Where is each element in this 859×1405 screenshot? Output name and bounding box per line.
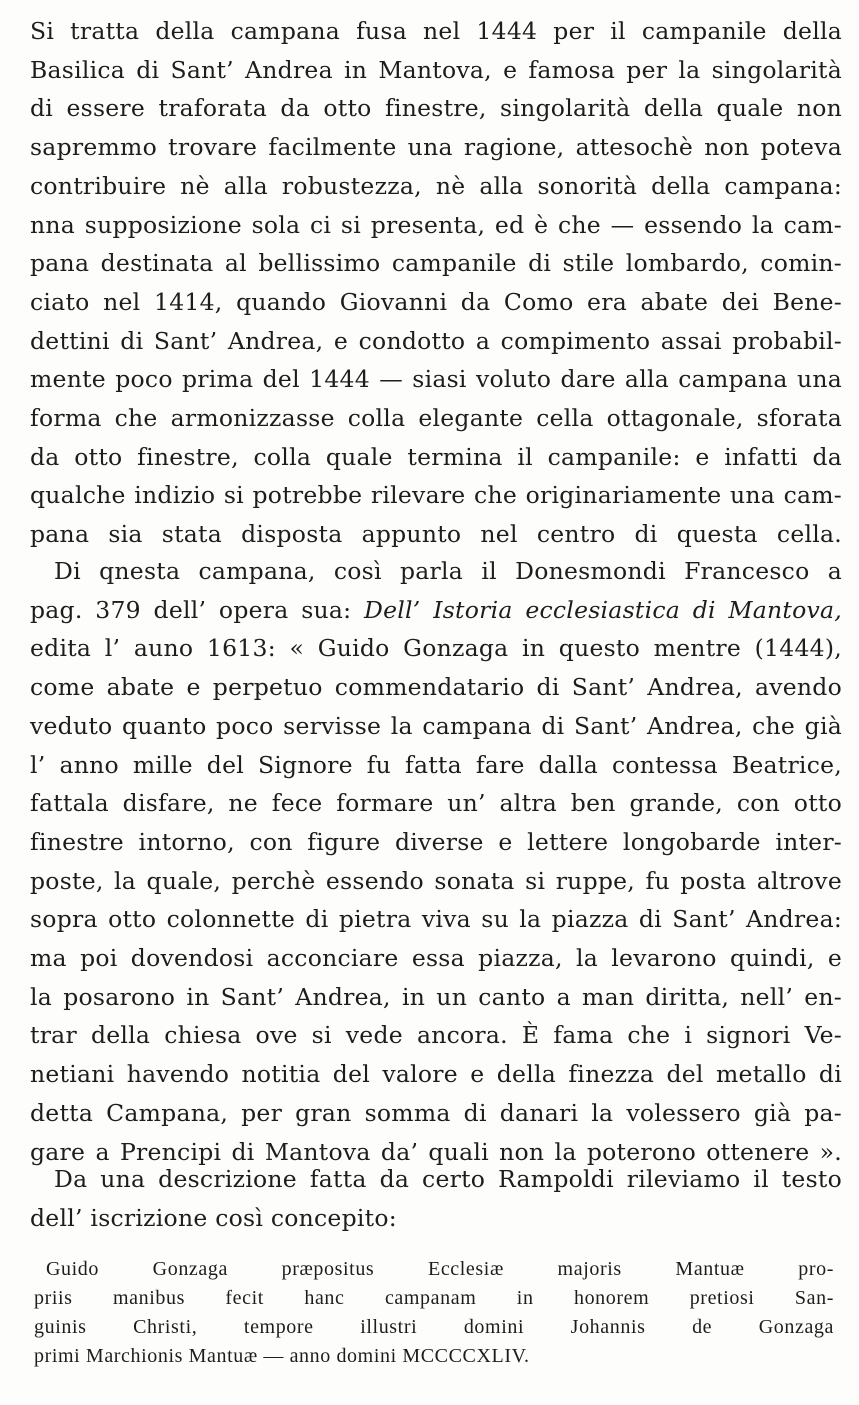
text-line: veduto quanto poco servisse la campana di Sant’ Andrea, che già — [30, 711, 842, 740]
text-line: dettini di Sant’ Andrea, e condotto a compimento assai probabil- — [30, 326, 842, 355]
inscription — [34, 1255, 834, 1371]
text-line: Di qnesta campana, così parla il Donesmondi Francesco a — [54, 557, 842, 585]
text-line: pana sia stata disposta appunto nel centro di questa cella. — [30, 520, 842, 549]
text-line: poste, la quale, perchè essendo sonata si ruppe, fu posta altrove — [30, 866, 842, 895]
text-line: mente poco prima del 1444 — siasi voluto dare alla campana una — [30, 365, 842, 394]
text-line: gare a Prencipi di Mantova da’ quali non la poterono ottenere ». — [30, 1137, 842, 1166]
inscription-line: guinis Christi, tempore illustri domini Johannis de Gonzaga — [34, 1316, 834, 1338]
inscription-line: priis manibus fecit hanc campanam in honorem pretiosi San- — [34, 1287, 834, 1309]
book-title: Dell’ Istoria ecclesiastica di Mantova, — [364, 595, 842, 624]
inscription-line: primi Marchionis Mantuæ — anno domini MCCCCXLIV. — [34, 1345, 530, 1367]
text-line: pana destinata al bellissimo campanile di stile lombardo, comin- — [30, 249, 842, 278]
text-line: contribuire nè alla robustezza, nè alla sonorità della campana: — [30, 171, 842, 200]
text-line: sapremmo trovare facilmente una ragione, attesochè non poteva — [30, 133, 842, 162]
text-line: nna supposizione sola ci si presenta, ed è che — essendo la cam- — [30, 210, 842, 239]
text-segment: pag. 379 dell’ opera sua: — [30, 595, 352, 624]
text-line: Si tratta della campana fusa nel 1444 per il campanile della — [30, 17, 842, 45]
text-line: sopra otto colonnette di pietra viva su la piazza di Sant’ Andrea: — [30, 905, 842, 934]
text-line: finestre intorno, con figure diverse e lettere longobarde inter- — [30, 827, 842, 856]
text-line: Da una descrizione fatta da certo Rampoldi rileviamo il testo — [54, 1165, 842, 1193]
text-line: trar della chiesa ove si vede ancora. È fama che i signori Ve- — [30, 1021, 842, 1050]
paragraph-2 — [30, 552, 842, 1171]
text-line: netiani havendo notitia del valore e della finezza del metallo di — [30, 1060, 842, 1089]
paragraph-1 — [30, 12, 842, 554]
paragraph-3 — [30, 1160, 842, 1237]
text-line: la posarono in Sant’ Andrea, in un canto a man diritta, nell’ en- — [30, 982, 842, 1011]
text-line: dell’ iscrizione così concepito: — [30, 1203, 397, 1232]
text-line: forma che armonizzasse colla elegante cella ottagonale, sforata — [30, 404, 842, 433]
text-line: ciato nel 1414, quando Giovanni da Como era abate dei Bene- — [30, 287, 842, 316]
text-line: Basilica di Sant’ Andrea in Mantova, e famosa per la singolarità — [30, 55, 842, 84]
text-line: detta Campana, per gran somma di danari la volessero già pa- — [30, 1098, 842, 1127]
inscription-line: Guido Gonzaga præpositus Ecclesiæ majoris Mantuæ pro- — [46, 1258, 834, 1280]
text-line: di essere traforata da otto finestre, singolarità della quale non — [30, 94, 842, 123]
text-line: fattala disfare, ne fece formare un’ altra ben grande, con otto — [30, 789, 842, 818]
text-line: da otto finestre, colla quale termina il campanile: e infatti da — [30, 442, 842, 471]
text-line: edita l’ auno 1613: « Guido Gonzaga in questo mentre (1444), — [30, 634, 842, 663]
text-line: l’ anno mille del Signore fu fatta fare dalla contessa Beatrice, — [30, 750, 842, 779]
text-line: qualche indizio si potrebbe rilevare che originariamente una cam- — [30, 481, 842, 510]
text-line-with-title — [30, 591, 842, 630]
text-line: ma poi dovendosi acconciare essa piazza, la levarono quindi, e — [30, 944, 842, 973]
text-line: come abate e perpetuo commendatario di Sant’ Andrea, avendo — [30, 673, 842, 702]
